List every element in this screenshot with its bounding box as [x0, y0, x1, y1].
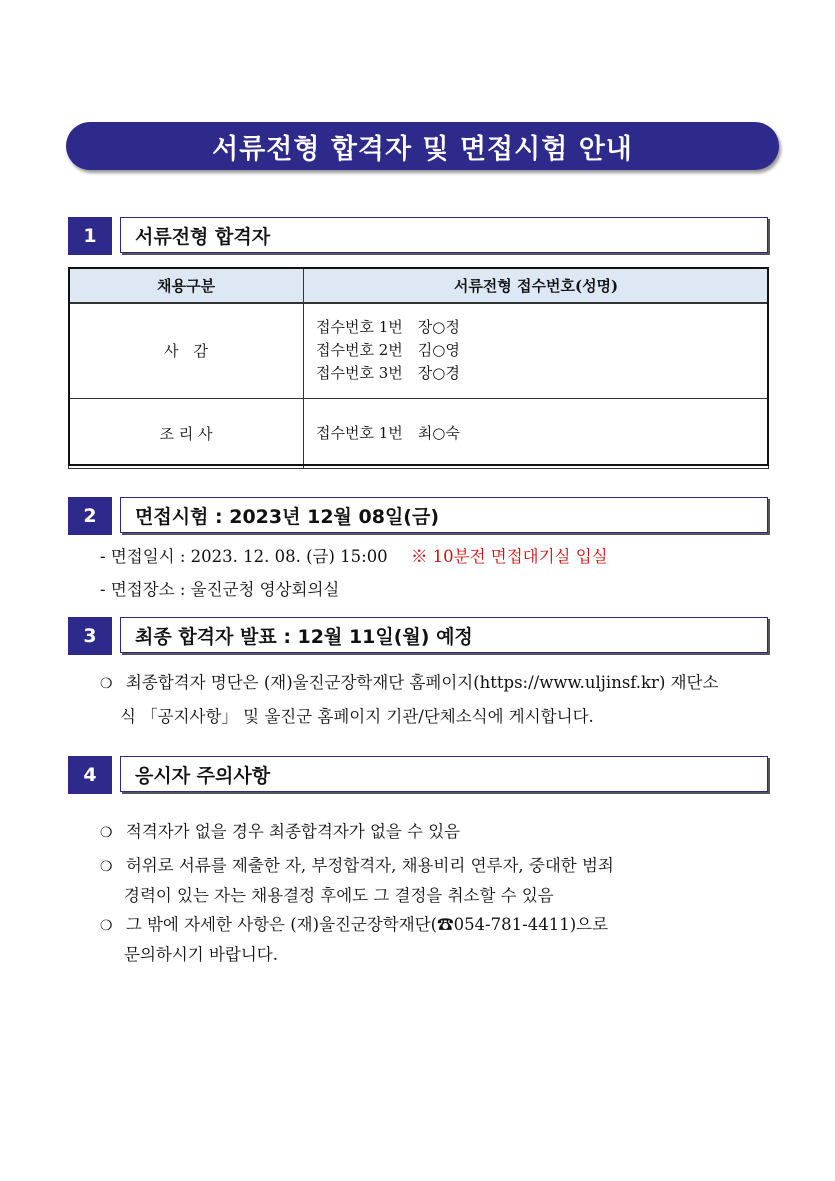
- table-header-entries: 서류전형 접수번호(성명): [304, 268, 769, 304]
- caution-item: [100, 852, 614, 876]
- waiting-notice: ※ 10분전 면접대기실 입실: [410, 547, 608, 566]
- announce-line-2: 식 「공지사항」 및 울진군 홈페이지 기관/단체소식에 게시합니다.: [120, 707, 594, 726]
- bullet-icon: ❍: [100, 859, 113, 875]
- caution-item: [100, 818, 460, 842]
- section-number: 2: [68, 497, 112, 535]
- announce-line-1: [100, 669, 718, 693]
- entries-cell: [304, 303, 769, 398]
- interview-place: - 면접장소 : 울진군청 영상회의실: [100, 580, 340, 599]
- section-number: 3: [68, 617, 112, 655]
- entry: 접수번호 3번 장○경: [316, 364, 460, 383]
- homepage-link[interactable]: https://www.uljinsf.kr: [479, 673, 659, 692]
- entry: 접수번호 1번 장○정: [316, 318, 460, 337]
- interview-datetime: [100, 543, 608, 567]
- table-row: [69, 303, 769, 398]
- pass-table: [68, 267, 769, 469]
- category-cell: 사 감: [69, 303, 304, 398]
- section-title: 서류전형 합격자: [120, 217, 768, 253]
- caution-text: 적격자가 없을 경우 최종합격자가 없을 수 있음: [125, 822, 461, 841]
- section-3-header: [68, 617, 768, 655]
- caution-item: [100, 911, 608, 935]
- section-4-header: [68, 756, 768, 794]
- announce-text: ) 재단소: [658, 673, 719, 692]
- datetime-text: - 면접일시 : 2023. 12. 08. (금) 15:00: [100, 547, 388, 566]
- bullet-icon: ❍: [100, 825, 113, 841]
- caution-text: 그 밖에 자세한 사항은 (재)울진군장학재단(☎054-781-4411)으로: [125, 915, 609, 934]
- section-number: 4: [68, 756, 112, 794]
- announce-text: 최종합격자 명단은 (재)울진군장학재단 홈페이지(: [125, 673, 480, 692]
- page-title: 서류전형 합격자 및 면접시험 안내: [212, 133, 633, 165]
- bullet-icon: ❍: [100, 676, 113, 692]
- caution-text-cont: 경력이 있는 자는 채용결정 후에도 그 결정을 취소할 수 있음: [124, 886, 554, 905]
- entries-cell: [304, 398, 769, 468]
- caution-text: 허위로 서류를 제출한 자, 부정합격자, 채용비리 연루자, 중대한 범죄: [125, 856, 614, 875]
- section-title: 최종 합격자 발표 : 12월 11일(월) 예정: [120, 617, 768, 653]
- table-header-category: 채용구분: [69, 268, 304, 304]
- entry: 접수번호 2번 김○영: [316, 341, 460, 360]
- category-cell: 조 리 사: [69, 398, 304, 468]
- entry: 접수번호 1번 최○숙: [316, 423, 460, 442]
- caution-text-cont: 문의하시기 바랍니다.: [124, 945, 278, 964]
- section-1-header: [68, 217, 768, 255]
- bullet-icon: ❍: [100, 918, 113, 934]
- page-title-banner: [66, 122, 779, 170]
- table-row: [69, 398, 769, 468]
- section-title: 면접시험 : 2023년 12월 08일(금): [120, 497, 768, 533]
- table-header-row: [69, 268, 769, 304]
- section-number: 1: [68, 217, 112, 255]
- section-2-header: [68, 497, 768, 535]
- section-title: 응시자 주의사항: [120, 756, 768, 792]
